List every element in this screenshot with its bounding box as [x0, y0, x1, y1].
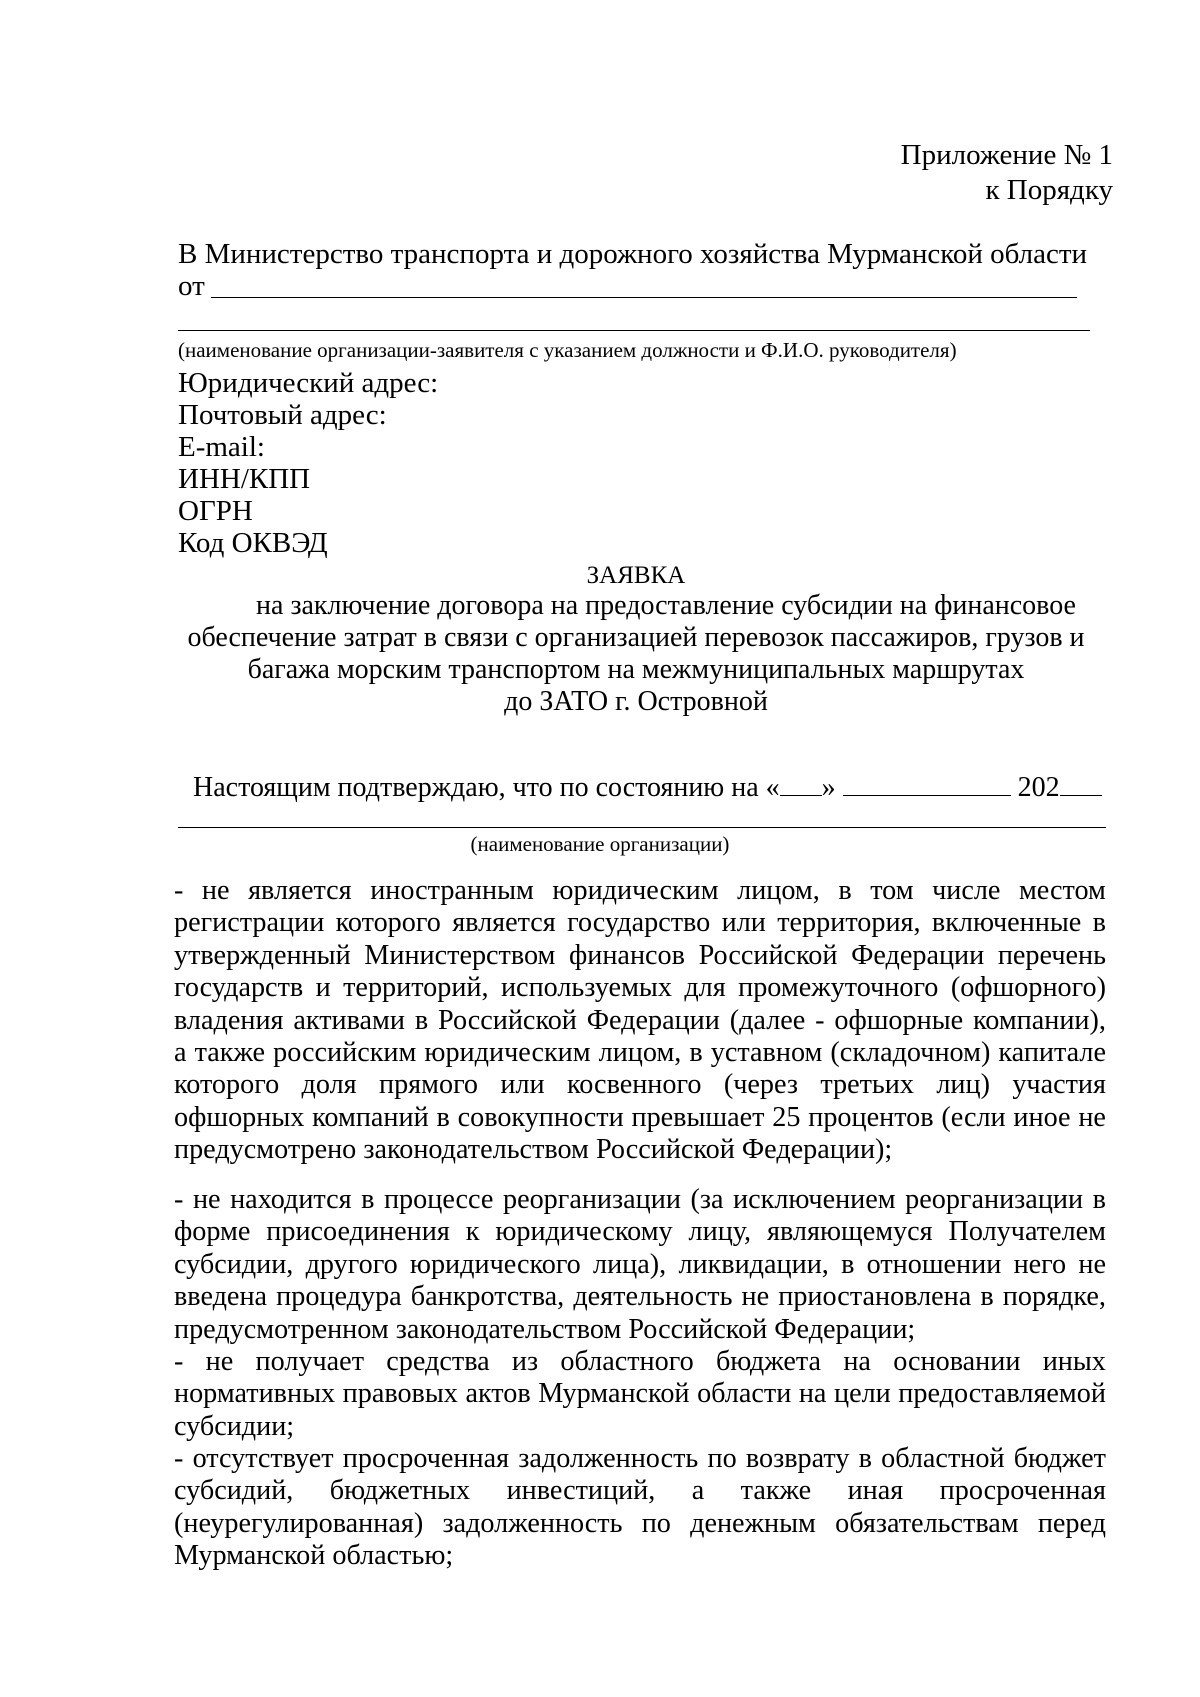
annex-header — [901, 138, 1113, 208]
title-subject-line-2: обеспечение затрат в связи с организацией перевозок пассажиров, грузов и — [187, 622, 1085, 653]
p3-line-3: субсидии; — [174, 1410, 295, 1442]
p2-line-1: - не находится в процессе реорганизации (за исключением реорганизации в — [174, 1184, 1106, 1215]
confirmation-lead: Настоящим подтверждаю, что по состоянию на « — [193, 772, 780, 803]
p1-line-5: владения активами в Российской Федерации (далее - офшорные компании), — [174, 1004, 1106, 1036]
postal-address-label: Почтовый адрес: — [178, 399, 387, 431]
ogrn-label: ОГРН — [178, 495, 253, 527]
p4-line-1: - отсутствует просроченная задолженность по возврату в областной бюджет — [174, 1443, 1106, 1474]
p1-line-6: а также российским юридическим лицом, в уставном (складочном) капитале — [174, 1036, 1106, 1068]
month-blank — [843, 773, 1011, 796]
applicant-name-line — [211, 297, 1077, 298]
condition-no-other-funds — [174, 1346, 1106, 1443]
close-quote: » — [821, 772, 836, 803]
requisites-list — [178, 367, 438, 559]
email-label: E-mail: — [178, 431, 265, 463]
confirmation-line — [193, 772, 1102, 804]
p4-line-3: (неурегулированная) задолженность по денежным обязательствам перед — [174, 1507, 1106, 1539]
p4-line-4: Мурманской областью; — [174, 1540, 454, 1572]
title-subject-line-4-wrap — [150, 686, 1122, 718]
organization-caption: (наименование организации) — [470, 832, 730, 856]
p1-line-3: утвержденный Министерством финансов Российской Федерации перечень — [174, 939, 1106, 971]
applicant-caption: (наименование организации-заявителя с указанием должности и Ф.И.О. руководителя) — [178, 338, 957, 362]
p1-line-8: офшорных компаний в совокупности превышает 25 процентов (если иное не — [174, 1101, 1106, 1133]
application-title — [150, 560, 1122, 592]
from-label: от — [178, 270, 205, 302]
legal-address-label: Юридический адрес: — [178, 367, 439, 399]
p1-line-7: которого доля прямого или косвенного (через третьих лиц) участия — [174, 1069, 1106, 1101]
title-subject-line-2-wrap — [150, 622, 1122, 654]
okved-label: Код ОКВЭД — [178, 527, 328, 559]
annex-reference: к Порядку — [985, 174, 1113, 206]
year-prefix: 202 — [1017, 772, 1060, 803]
p2-line-3: субсидии, другого юридического лица), ликвидации, в отношении него не — [174, 1248, 1106, 1280]
p1-line-9: предусмотрено законодательством Российской Федерации); — [174, 1134, 893, 1166]
applicant-name-line-2 — [178, 330, 1090, 331]
title-subject-line-4: до ЗАТО г. Островной — [504, 686, 768, 717]
day-blank — [780, 773, 822, 796]
title-subject-line-3: багажа морским транспортом на межмуниципальных маршрутах — [247, 654, 1025, 685]
p2-line-4: введена процедура банкротства, деятельность не приостановлена в порядке, — [174, 1281, 1106, 1313]
annex-number: Приложение № 1 — [900, 139, 1113, 171]
organization-name-line — [178, 827, 1106, 828]
p2-line-5: предусмотренном законодательством Российской Федерации; — [174, 1313, 916, 1345]
p1-line-4: государств и территорий, используемых для промежуточного (офшорного) — [174, 972, 1106, 1004]
inn-kpp-label: ИНН/КПП — [178, 463, 311, 495]
p4-line-2: субсидий, бюджетных инвестиций, а также иная просроченная — [174, 1475, 1106, 1507]
p1-line-2: регистрации которого является государство или территория, включенные в — [174, 907, 1106, 939]
title-heading: ЗАЯВКА — [586, 562, 686, 589]
year-blank — [1060, 773, 1102, 796]
title-subject-line-1-wrap — [150, 590, 1122, 622]
addressee-ministry: В Министерство транспорта и дорожного хозяйства Мурманской области — [178, 238, 1088, 270]
p2-line-2: форме присоединения к юридическому лицу, являющемуся Получателем — [174, 1216, 1106, 1248]
condition-reorganization — [174, 1184, 1106, 1346]
title-subject-line-3-wrap — [150, 654, 1122, 686]
condition-no-overdue-debt — [174, 1443, 1106, 1573]
p3-line-2: нормативных правовых актов Мурманской области на цели предоставляемой — [174, 1378, 1106, 1410]
p1-line-1: - не является иностранным юридическим лицом, в том числе местом — [174, 875, 1106, 906]
condition-offshore — [174, 875, 1106, 1167]
title-subject-line-1: на заключение договора на предоставление субсидии на финансовое — [256, 590, 1076, 621]
p3-line-1: - не получает средства из областного бюджета на основании иных — [174, 1346, 1106, 1377]
